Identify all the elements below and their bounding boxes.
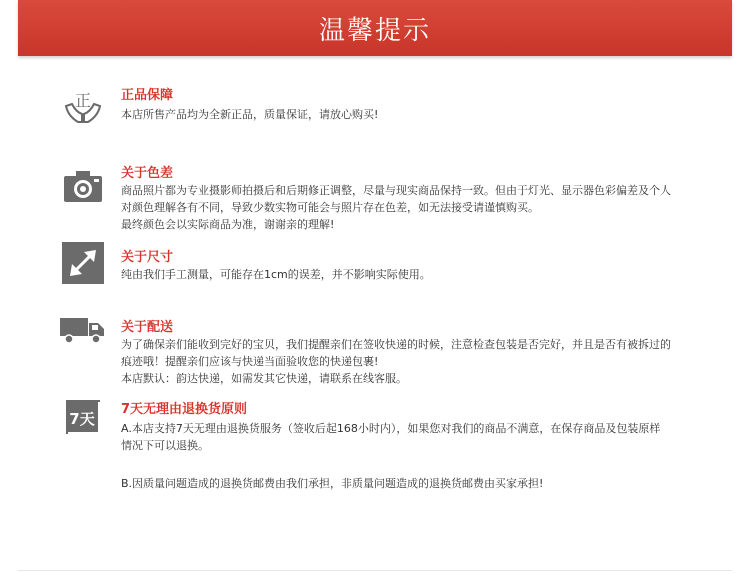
body-line: A.本店支持7天无理由退换货服务（签收后起168小时内），如果您对我们的商品不满意，在保存商品及包装原样 <box>121 422 661 435</box>
body-line: B.因质量问题造成的退换货邮费由我们承担，非质量问题造成的退换货邮费由买家承担! <box>121 477 544 490</box>
genuine-hands-icon <box>62 84 104 126</box>
section-body <box>121 182 717 233</box>
resize-arrow-icon <box>62 242 104 284</box>
svg-text:正: 正 <box>74 91 92 110</box>
section-title: 正品保障 <box>121 88 174 103</box>
camera-icon <box>62 166 104 208</box>
body-line: 对颜色理解各有不同，导致少数实物可能会与照片存在色差，如无法接受请谨慎购买。 <box>121 201 539 214</box>
section-title: 7天无理由退换货原则 <box>121 402 248 417</box>
body-line: 最终颜色会以实际商品为准，谢谢亲的理解! <box>121 218 335 231</box>
body-line: 纯由我们手工测量，可能存在1cm的误差，并不影响实际使用。 <box>121 268 431 281</box>
delivery-truck-icon <box>60 316 106 346</box>
bottom-divider <box>18 570 732 571</box>
svg-text:7天: 7天 <box>69 410 95 428</box>
paragraph-gap <box>121 454 717 471</box>
section-title: 关于配送 <box>121 320 174 335</box>
header-banner <box>18 0 732 56</box>
body-line: 商品照片都为专业摄影师拍摄后和后期修正调整，尽量与现实商品保持一致。但由于灯光、显示器色彩偏差及个人 <box>121 184 671 197</box>
body-line: 为了确保亲们能收到完好的宝贝，我们提醒亲们在签收快递的时候，注意检查包装是否完好，并且是否有被拆过的 <box>121 338 671 351</box>
body-line: 情况下可以退换。 <box>121 439 209 452</box>
section-body <box>121 336 717 387</box>
body-line: 痕迹哦！提醒亲们应该与快递当面验收您的快递包裹! <box>121 355 379 368</box>
section-body <box>121 106 717 123</box>
body-line: 本店默认：韵达快递，如需发其它快递，请联系在线客服。 <box>121 372 407 385</box>
section-body <box>121 266 717 283</box>
body-line: 本店所售产品均为全新正品，质量保证，请放心购买! <box>121 108 379 121</box>
section-title: 关于色差 <box>121 166 174 181</box>
seven-day-return-icon <box>62 396 104 438</box>
banner-title: 温馨提示 <box>318 15 431 46</box>
section-title: 关于尺寸 <box>121 250 174 265</box>
section-body <box>121 420 717 492</box>
